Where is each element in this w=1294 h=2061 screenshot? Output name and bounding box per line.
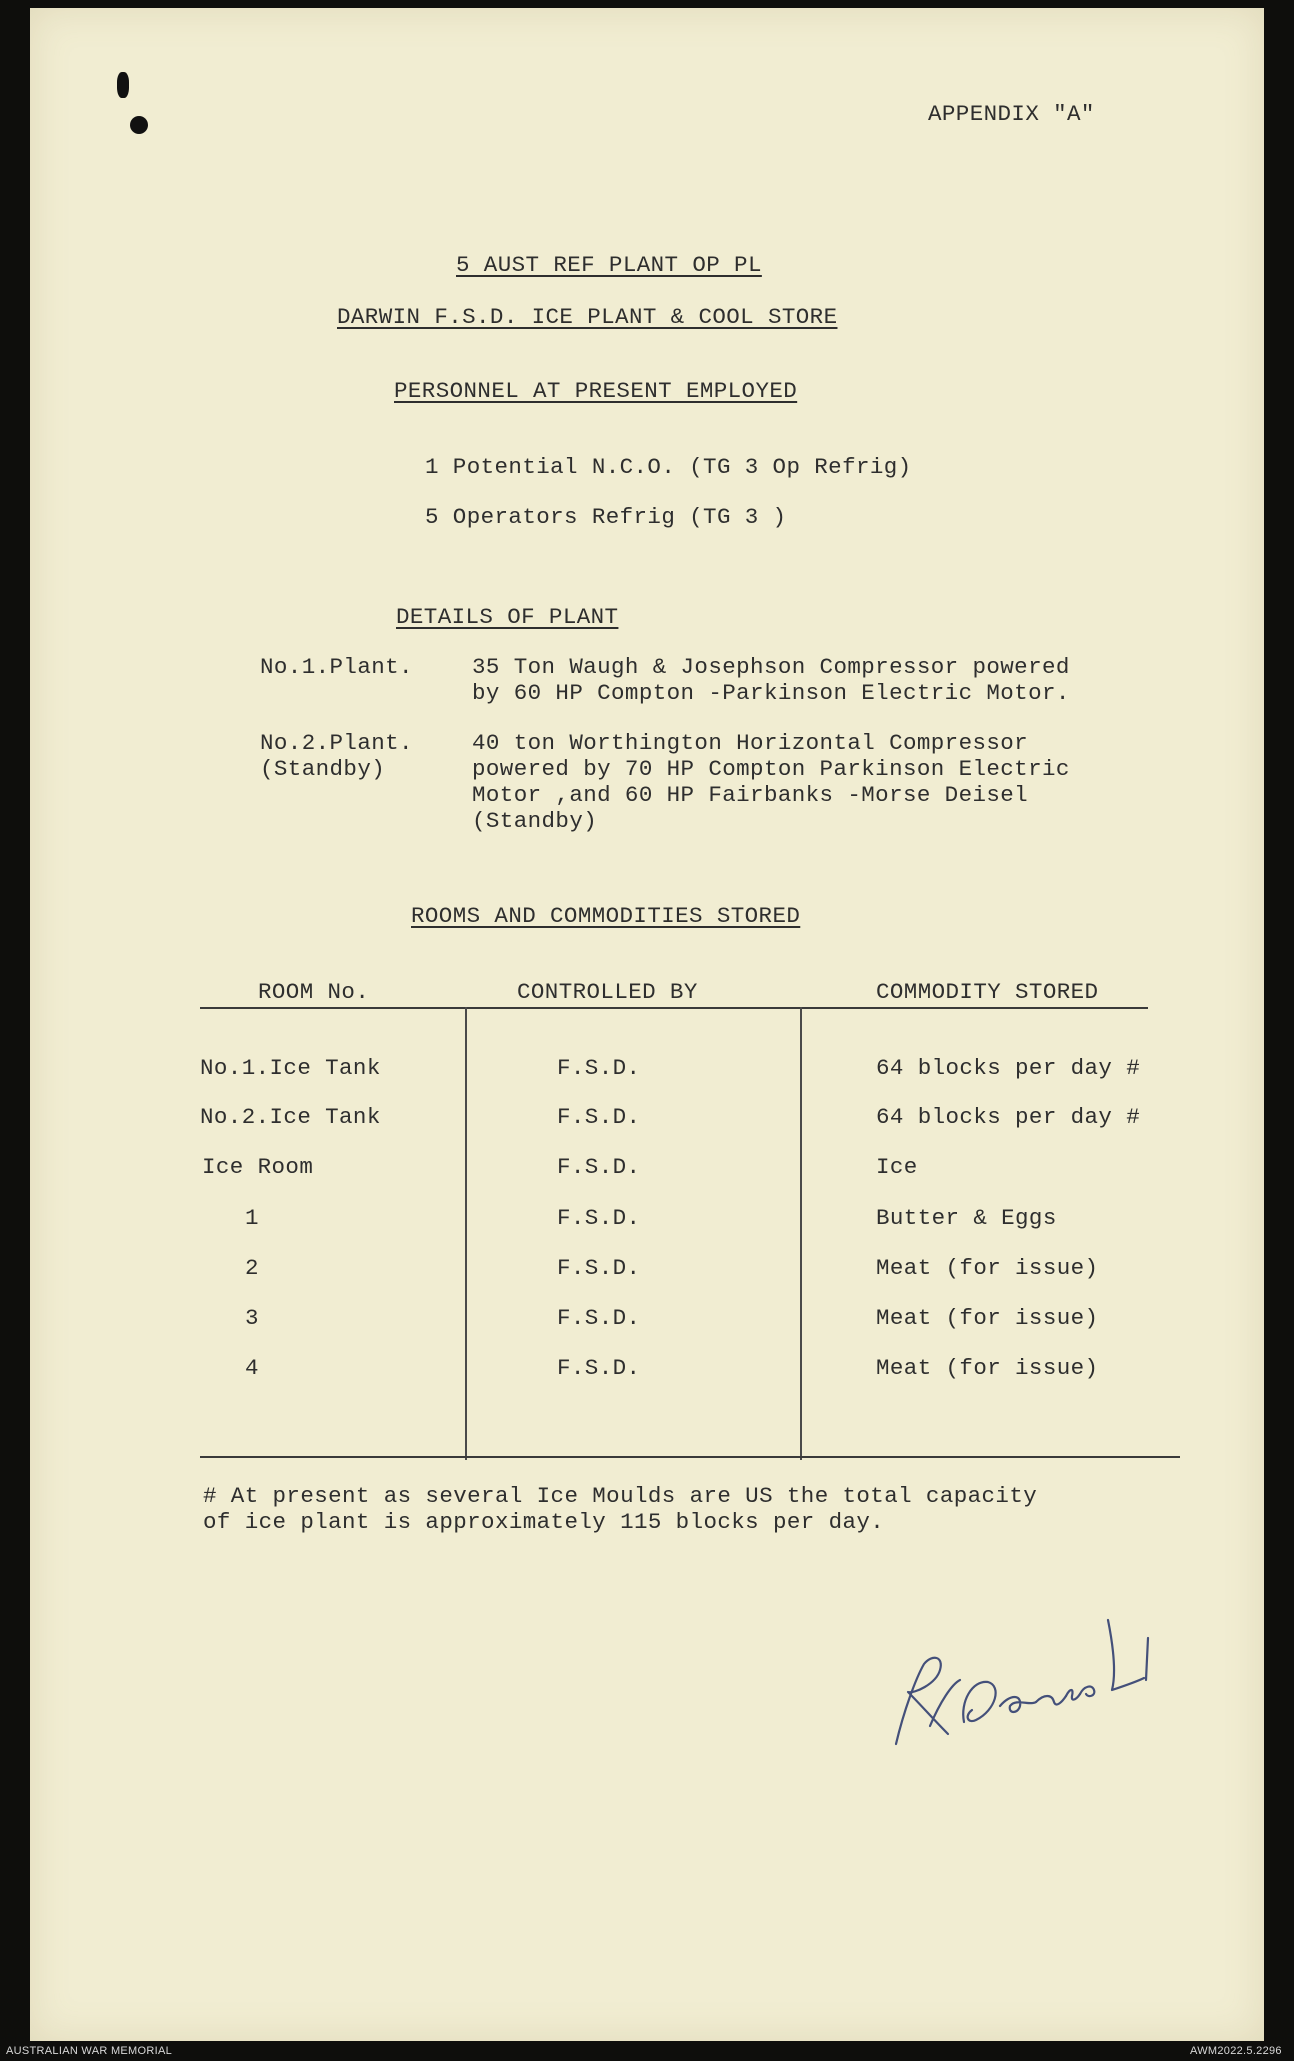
plant-label: No.2.Plant. <box>260 730 413 756</box>
table-cell-commodity: Butter & Eggs <box>876 1205 1057 1231</box>
title-location: DARWIN F.S.D. ICE PLANT & COOL STORE <box>337 304 838 330</box>
table-cell-room: 2 <box>245 1255 259 1281</box>
table-cell-room: 4 <box>245 1355 259 1381</box>
table-cell-controlled: F.S.D. <box>557 1305 641 1331</box>
table-cell-commodity: 64 blocks per day # <box>876 1104 1141 1130</box>
punch-hole-mark <box>130 116 148 134</box>
table-cell-commodity: Meat (for issue) <box>876 1255 1099 1281</box>
table-cell-room: Ice Room <box>202 1154 314 1180</box>
table-header: CONTROLLED BY <box>517 979 698 1005</box>
table-cell-controlled: F.S.D. <box>557 1355 641 1381</box>
table-column-divider <box>800 1007 802 1460</box>
table-cell-controlled: F.S.D. <box>557 1205 641 1231</box>
footer-credit: AUSTRALIAN WAR MEMORIAL <box>6 2045 173 2057</box>
table-cell-commodity: Meat (for issue) <box>876 1305 1099 1331</box>
table-cell-room: 1 <box>245 1205 259 1231</box>
signature-icon <box>860 1590 1170 1770</box>
personnel-line: 1 Potential N.C.O. (TG 3 Op Refrig) <box>425 454 912 480</box>
plant-heading: DETAILS OF PLANT <box>396 604 619 630</box>
table-cell-room: No.1.Ice Tank <box>200 1055 381 1081</box>
footnote-line: # At present as several Ice Moulds are US the total capacity <box>203 1483 1038 1509</box>
plant-desc-line: 35 Ton Waugh & Josephson Compressor powered <box>472 654 1070 680</box>
table-rule-top <box>200 1007 1148 1009</box>
personnel-heading: PERSONNEL AT PRESENT EMPLOYED <box>394 378 798 404</box>
plant-desc-line: 40 ton Worthington Horizontal Compressor <box>472 730 1029 756</box>
signature-image <box>860 1590 1170 1775</box>
plant-desc-line: by 60 HP Compton -Parkinson Electric Motor. <box>472 680 1070 706</box>
table-header: COMMODITY STORED <box>876 979 1099 1005</box>
plant-label: (Standby) <box>260 756 386 782</box>
footnote-line: of ice plant is approximately 115 blocks per day. <box>203 1509 885 1535</box>
table-cell-commodity: Ice <box>876 1154 918 1180</box>
punch-hole-mark <box>117 72 129 98</box>
personnel-line: 5 Operators Refrig (TG 3 ) <box>425 504 787 530</box>
table-rule-bottom <box>200 1456 1180 1458</box>
table-cell-room: 3 <box>245 1305 259 1331</box>
plant-desc-line: powered by 70 HP Compton Parkinson Electric <box>472 756 1070 782</box>
table-header: ROOM No. <box>258 979 370 1005</box>
title-unit: 5 AUST REF PLANT OP PL <box>456 252 762 278</box>
plant-desc-line: (Standby) <box>472 808 598 834</box>
table-cell-controlled: F.S.D. <box>557 1154 641 1180</box>
table-column-divider <box>465 1007 467 1460</box>
footer-accession-number: AWM2022.5.2296 <box>1190 2045 1282 2057</box>
table-cell-controlled: F.S.D. <box>557 1104 641 1130</box>
rooms-heading: ROOMS AND COMMODITIES STORED <box>411 903 801 929</box>
table-cell-controlled: F.S.D. <box>557 1055 641 1081</box>
table-cell-commodity: Meat (for issue) <box>876 1355 1099 1381</box>
table-cell-controlled: F.S.D. <box>557 1255 641 1281</box>
plant-label: No.1.Plant. <box>260 654 413 680</box>
appendix-label: APPENDIX "A" <box>928 101 1095 127</box>
table-cell-room: No.2.Ice Tank <box>200 1104 381 1130</box>
table-cell-commodity: 64 blocks per day # <box>876 1055 1141 1081</box>
plant-desc-line: Motor ,and 60 HP Fairbanks -Morse Deisel <box>472 782 1029 808</box>
